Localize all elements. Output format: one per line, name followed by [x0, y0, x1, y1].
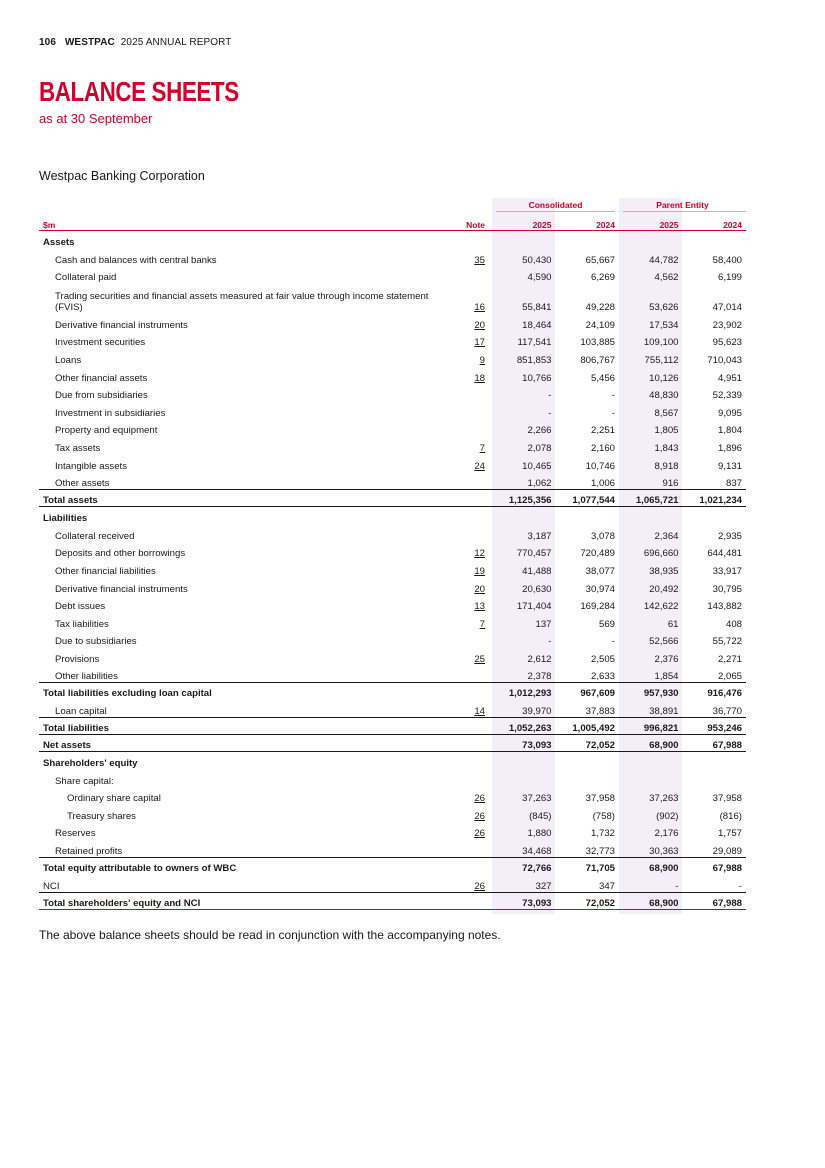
cell: 2,251 — [590, 425, 615, 437]
note-link[interactable]: 7 — [479, 442, 485, 454]
row-label: Loan capital — [55, 706, 107, 718]
cell: 30,974 — [585, 583, 615, 595]
cell: 55,841 — [522, 302, 552, 314]
page-header — [39, 37, 232, 48]
note-link[interactable]: 26 — [474, 828, 485, 840]
cell: 117,541 — [517, 337, 552, 349]
section-equity — [39, 752, 746, 770]
table-row — [39, 542, 746, 560]
cell: 10,746 — [585, 460, 615, 472]
cell: 1,021,234 — [683, 490, 747, 507]
cell: 29,089 — [712, 846, 742, 858]
cell: - — [611, 407, 615, 419]
cell: 37,263 — [522, 793, 552, 805]
group-parent-rule — [623, 211, 746, 212]
note-link — [460, 630, 492, 648]
cell: 2,266 — [527, 425, 552, 437]
cell: 52,566 — [649, 636, 679, 648]
table-header-row — [39, 213, 746, 231]
row-label: Treasury shares — [67, 810, 136, 822]
cell: 33,917 — [712, 565, 742, 577]
cell: 327 — [535, 880, 552, 892]
cell: 2,271 — [717, 653, 742, 665]
note-link — [460, 384, 492, 402]
note-link[interactable]: 24 — [474, 460, 485, 472]
note-link[interactable]: 35 — [474, 254, 485, 266]
note-link[interactable]: 25 — [474, 653, 485, 665]
cell: 710,043 — [707, 354, 742, 366]
row-label: Due from subsidiaries — [55, 390, 148, 402]
row-label: Net assets — [39, 735, 460, 752]
cell: 2,935 — [717, 530, 742, 542]
table-row — [39, 804, 746, 822]
note-link[interactable]: 19 — [474, 565, 485, 577]
col-header-parent-2025: 2025 — [619, 213, 683, 231]
cell: 1,804 — [717, 425, 742, 437]
share-capital-row — [39, 769, 746, 787]
table-row — [39, 472, 746, 490]
cell: 169,284 — [580, 601, 615, 613]
section-liabilities — [39, 507, 746, 525]
table-row — [39, 839, 746, 857]
cell: 36,770 — [712, 706, 742, 718]
cell: - — [548, 390, 552, 402]
cell: 1,732 — [590, 828, 615, 840]
cell: 10,126 — [649, 372, 679, 384]
cell: 1,854 — [654, 671, 679, 683]
cell: 2,160 — [590, 442, 615, 454]
cell: 6,269 — [590, 272, 615, 284]
cell: 967,609 — [556, 683, 620, 700]
cell: 38,891 — [649, 706, 679, 718]
cell: 142,622 — [643, 601, 679, 613]
table-row — [39, 366, 746, 384]
note-link[interactable]: 14 — [474, 706, 485, 718]
note-link[interactable]: 13 — [474, 601, 485, 613]
cell: 3,078 — [590, 530, 615, 542]
note-link[interactable]: 16 — [474, 302, 485, 314]
cell: 644,481 — [707, 548, 742, 560]
cell: 53,626 — [649, 302, 679, 314]
cell: 50,430 — [522, 254, 552, 266]
cell: (845) — [529, 810, 552, 822]
cell: 68,900 — [619, 892, 683, 909]
cell: 30,795 — [712, 583, 742, 595]
note-link[interactable]: 26 — [474, 810, 485, 822]
table-row — [39, 313, 746, 331]
table-row — [39, 454, 746, 472]
balance-sheet-table — [39, 213, 746, 910]
row-label: Provisions — [55, 653, 100, 665]
row-label: Derivative financial instruments — [55, 583, 188, 595]
total-equity-wbc-row — [39, 858, 746, 875]
cell: 48,830 — [649, 390, 679, 402]
note-link — [460, 665, 492, 683]
row-label: Total assets — [39, 490, 460, 507]
cell: 2,176 — [654, 828, 679, 840]
cell: 44,782 — [649, 254, 679, 266]
cell: 109,100 — [643, 337, 679, 349]
cell: 37,958 — [585, 793, 615, 805]
cell: 1,805 — [654, 425, 679, 437]
cell: 24,109 — [585, 319, 615, 331]
col-header-note: Note — [460, 213, 492, 231]
table-row — [39, 436, 746, 454]
note-link[interactable]: 20 — [474, 319, 485, 331]
cell: 2,078 — [527, 442, 552, 454]
note-link[interactable]: 7 — [479, 618, 485, 630]
row-label: Tax liabilities — [55, 618, 109, 630]
note-link[interactable]: 17 — [474, 337, 485, 349]
row-label: Other liabilities — [55, 671, 118, 683]
cell: - — [548, 407, 552, 419]
row-label: Cash and balances with central banks — [55, 254, 217, 266]
cell: - — [611, 390, 615, 402]
cell: 58,400 — [712, 254, 742, 266]
note-link — [460, 266, 492, 284]
cell: 755,112 — [644, 354, 679, 366]
cell: - — [738, 880, 742, 892]
cell: 52,339 — [712, 390, 742, 402]
cell: 171,404 — [516, 601, 552, 613]
note-link — [460, 472, 492, 490]
table-row — [39, 577, 746, 595]
row-label: Total liabilities excluding loan capital — [39, 683, 460, 700]
row-label: Other financial liabilities — [55, 565, 156, 577]
cell: 720,489 — [580, 548, 615, 560]
row-label: Investment in subsidiaries — [55, 407, 166, 419]
cell: 957,930 — [619, 683, 683, 700]
table-row — [39, 266, 746, 284]
note-link[interactable]: 12 — [474, 548, 485, 560]
cell: 10,766 — [522, 372, 552, 384]
cell: 1,880 — [527, 828, 552, 840]
cell: 73,093 — [492, 892, 556, 909]
page-number: 106 — [39, 37, 56, 48]
note-link — [460, 401, 492, 419]
row-label: Collateral received — [55, 530, 135, 542]
cell: 143,882 — [707, 601, 742, 613]
cell: 2,378 — [527, 671, 552, 683]
cell: (902) — [656, 810, 679, 822]
cell: 1,005,492 — [556, 718, 620, 735]
nci-row — [39, 874, 746, 892]
group-consolidated: Consolidated — [528, 200, 583, 210]
table-row — [39, 647, 746, 665]
cell: 47,014 — [712, 302, 742, 314]
cell: 770,457 — [516, 548, 552, 560]
cell: 1,052,263 — [492, 718, 556, 735]
table-row — [39, 401, 746, 419]
cell: 49,228 — [585, 302, 615, 314]
table-row — [39, 248, 746, 266]
cell: 34,468 — [522, 846, 552, 858]
row-label: Total equity attributable to owners of WBC — [39, 858, 460, 875]
table-row — [39, 595, 746, 613]
cell: 72,052 — [556, 735, 620, 752]
row-label: Intangible assets — [55, 460, 127, 472]
cell: 1,896 — [717, 442, 742, 454]
cell: 2,364 — [654, 530, 679, 542]
cell: 67,988 — [683, 858, 747, 875]
cell: 32,773 — [585, 846, 615, 858]
row-label: Total shareholders' equity and NCI — [39, 892, 460, 909]
net-assets-row — [39, 735, 746, 752]
group-consolidated-rule — [496, 211, 615, 212]
row-label: Ordinary share capital — [67, 793, 161, 805]
cell: 1,843 — [654, 442, 679, 454]
cell: 1,065,721 — [619, 490, 683, 507]
note-link[interactable]: 26 — [474, 880, 485, 892]
cell: 68,900 — [619, 858, 683, 875]
cell: 8,567 — [654, 407, 679, 419]
section-label: Liabilities — [43, 513, 88, 525]
cell: 851,853 — [516, 354, 552, 366]
cell: 41,488 — [522, 565, 552, 577]
row-label: Other assets — [55, 478, 110, 490]
row-label: Tax assets — [55, 442, 101, 454]
cell: 30,363 — [649, 846, 679, 858]
cell: 1,077,544 — [556, 490, 620, 507]
total-liabilities-row — [39, 718, 746, 735]
cell: 6,199 — [717, 272, 742, 284]
row-label: Investment securities — [55, 337, 146, 349]
table-row — [39, 559, 746, 577]
row-label: Other financial assets — [55, 372, 148, 384]
row-label: Due to subsidiaries — [55, 636, 137, 648]
cell: 347 — [598, 880, 615, 892]
cell: 806,767 — [580, 354, 615, 366]
cell: 2,065 — [717, 671, 742, 683]
report-name: 2025 ANNUAL REPORT — [120, 37, 232, 48]
cell: 72,052 — [556, 892, 620, 909]
group-parent: Parent Entity — [656, 200, 709, 210]
entity-name: Westpac Banking Corporation — [39, 169, 205, 183]
cell: 72,766 — [492, 858, 556, 875]
cell: 71,705 — [556, 858, 620, 875]
cell: 67,988 — [683, 735, 747, 752]
row-label: Loans — [55, 354, 82, 366]
table-row — [39, 524, 746, 542]
cell: 37,263 — [649, 793, 679, 805]
section-assets — [39, 231, 746, 249]
row-label: Total liabilities — [39, 718, 460, 735]
note-link — [460, 839, 492, 857]
cell: 4,951 — [717, 372, 742, 384]
cell: 5,456 — [590, 372, 615, 384]
table-row — [39, 384, 746, 402]
table-row — [39, 822, 746, 840]
note-link — [460, 524, 492, 542]
cell: (758) — [592, 810, 615, 822]
cell: 953,246 — [683, 718, 747, 735]
cell: 569 — [598, 618, 615, 630]
cell: 696,660 — [643, 548, 679, 560]
row-label: Trading securities and financial assets measured at fair value through income statement (FVIS) — [55, 291, 429, 314]
cell: 39,970 — [522, 706, 552, 718]
note-link[interactable]: 20 — [474, 583, 485, 595]
page-subtitle: as at 30 September — [39, 111, 153, 126]
row-label: Collateral paid — [55, 272, 117, 284]
table-row — [39, 665, 746, 683]
note-link — [460, 419, 492, 437]
table-row — [39, 419, 746, 437]
cell: 1,012,293 — [492, 683, 556, 700]
section-label: Assets — [43, 237, 75, 248]
note-link[interactable]: 9 — [479, 354, 485, 366]
cell: 37,958 — [712, 793, 742, 805]
row-label: Property and equipment — [55, 425, 158, 437]
page-title: BALANCE SHEETS — [39, 76, 239, 107]
row-label: Share capital: — [55, 775, 114, 787]
row-label: Retained profits — [55, 846, 123, 858]
cell: 1,062 — [527, 478, 552, 490]
col-header-cons-2024: 2024 — [556, 213, 620, 231]
cell: 2,376 — [654, 653, 679, 665]
table-row — [39, 630, 746, 648]
total-equity-nci-row — [39, 892, 746, 909]
cell: 20,630 — [522, 583, 552, 595]
table-row — [39, 331, 746, 349]
row-label: Debt issues — [55, 601, 106, 613]
loan-capital-row — [39, 699, 746, 717]
cell: 9,131 — [717, 460, 742, 472]
cell: 73,093 — [492, 735, 556, 752]
cell: 2,612 — [527, 653, 552, 665]
cell: 1,006 — [590, 478, 615, 490]
note-link[interactable]: 18 — [474, 372, 485, 384]
cell: 18,464 — [522, 319, 552, 331]
row-label: Reserves — [55, 828, 96, 840]
cell: 4,590 — [527, 272, 552, 284]
cell: 1,757 — [717, 828, 742, 840]
cell: 1,125,356 — [492, 490, 556, 507]
cell: 37,883 — [585, 706, 615, 718]
cell: 996,821 — [619, 718, 683, 735]
cell: 3,187 — [527, 530, 552, 542]
cell: (816) — [719, 810, 742, 822]
cell: - — [611, 636, 615, 648]
cell: 408 — [725, 618, 742, 630]
cell: 95,623 — [712, 337, 742, 349]
total-assets-row — [39, 490, 746, 507]
cell: 65,667 — [585, 254, 615, 266]
table-row — [39, 787, 746, 805]
row-label: Deposits and other borrowings — [55, 548, 186, 560]
footnote: The above balance sheets should be read in conjunction with the accompanying notes. — [39, 928, 501, 942]
cell: 38,077 — [585, 565, 615, 577]
cell: 8,918 — [654, 460, 679, 472]
cell: 68,900 — [619, 735, 683, 752]
note-link[interactable]: 26 — [474, 793, 485, 805]
cell: 10,465 — [522, 460, 552, 472]
total-liabilities-excl-row — [39, 683, 746, 700]
cell: 2,633 — [590, 671, 615, 683]
cell: 38,935 — [649, 565, 679, 577]
cell: 837 — [725, 478, 742, 490]
cell: - — [548, 636, 552, 648]
cell: 17,534 — [649, 319, 679, 331]
cell: 9,095 — [717, 407, 742, 419]
cell: 2,505 — [590, 653, 615, 665]
col-header-cons-2025: 2025 — [492, 213, 556, 231]
col-header-label: $m — [39, 213, 460, 231]
table-row — [39, 283, 746, 313]
cell: 20,492 — [649, 583, 679, 595]
cell: 103,885 — [580, 337, 615, 349]
cell: 137 — [535, 618, 552, 630]
cell: 4,562 — [654, 272, 679, 284]
cell: 916 — [662, 478, 679, 490]
row-label: NCI — [43, 880, 60, 892]
cell: 61 — [667, 618, 679, 630]
section-label: Shareholders' equity — [43, 758, 138, 770]
cell: 55,722 — [712, 636, 742, 648]
col-header-parent-2024: 2024 — [683, 213, 747, 231]
table-row — [39, 612, 746, 630]
cell: 23,902 — [712, 319, 742, 331]
cell: 916,476 — [683, 683, 747, 700]
cell: 67,988 — [683, 892, 747, 909]
table-row — [39, 348, 746, 366]
brand-name: WESTPAC — [64, 37, 115, 48]
cell: - — [675, 880, 679, 892]
row-label: Derivative financial instruments — [55, 319, 188, 331]
